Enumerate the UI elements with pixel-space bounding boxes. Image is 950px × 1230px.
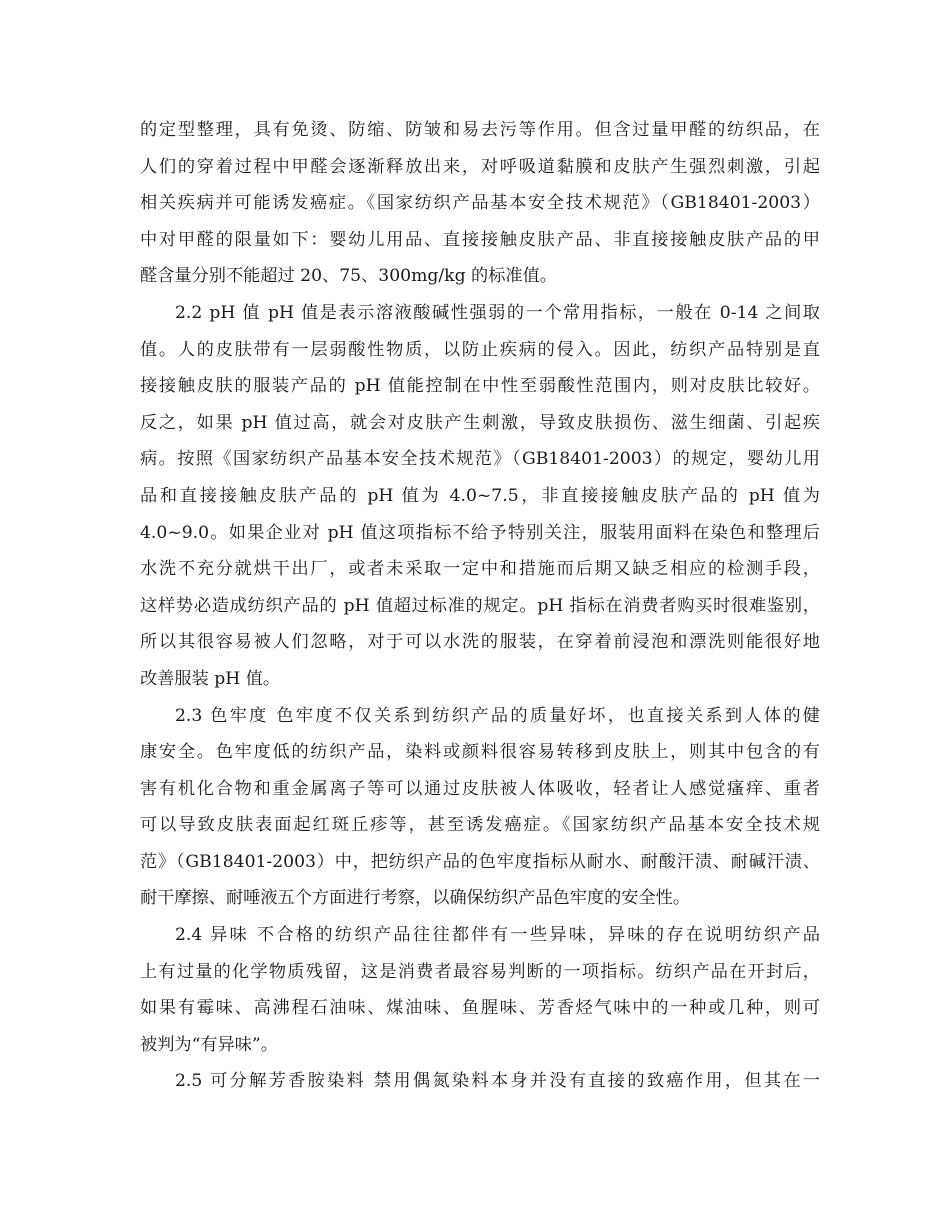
paragraph-first-line: 2.3 色牢度 色牢度不仅关系到纺织产品的质量好坏，也直接关系到人体的健 xyxy=(175,705,820,726)
text-line: 害有机化合物和重金属离子等可以通过皮肤被人体吸收，轻者让人感觉瘙痒、重者 xyxy=(140,778,820,799)
text-line: 4.0~9.0。如果企业对 pH 值这项指标不给予特别关注，服装用面料在染色和整理后 xyxy=(140,522,820,543)
paragraph-first-line: 2.2 pH 值 pH 值是表示溶液酸碱性强弱的一个常用指标，一般在 0-14 之间取 xyxy=(175,302,820,323)
text-line: 这样势必造成纺织产品的 pH 值超过标准的规定。pH 指标在消费者购买时很难鉴别， xyxy=(140,595,820,616)
text-line: 被判为“有异味”。 xyxy=(140,1034,278,1055)
text-line: 如果有霉味、高沸程石油味、煤油味、鱼腥味、芳香烃气味中的一种或几种，则可 xyxy=(140,998,820,1019)
text-line: 反之，如果 pH 值过高，就会对皮肤产生刺激，导致皮肤损伤、滋生细菌、引起疾 xyxy=(140,412,820,433)
text-line: 上有过量的化学物质残留，这是消费者最容易判断的一项指标。纺织产品在开封后， xyxy=(140,961,820,982)
text-line: 值。人的皮肤带有一层弱酸性物质，以防止疾病的侵入。因此，纺织产品特别是直 xyxy=(140,339,820,360)
text-line: 接接触皮肤的服装产品的 pH 值能控制在中性至弱酸性范围内，则对皮肤比较好。 xyxy=(140,376,820,397)
text-line: 相关疾病并可能诱发癌症。《国家纺织产品基本安全技术规范》（GB18401-2003） xyxy=(140,193,820,214)
text-line: 改善服装 pH 值。 xyxy=(140,668,281,689)
text-line: 耐干摩擦、耐唾液五个方面进行考察，以确保纺织产品色牢度的安全性。 xyxy=(140,888,691,909)
text-line: 品和直接接触皮肤产品的 pH 值为 4.0~7.5，非直接接触皮肤产品的 pH 值为 xyxy=(140,485,820,506)
text-line: 所以其很容易被人们忽略，对于可以水洗的服装，在穿着前浸泡和漂洗则能很好地 xyxy=(140,632,820,653)
paragraph-first-line: 2.4 异味 不合格的纺织产品往往都伴有一些异味，异味的存在说明纺织产品 xyxy=(175,925,820,946)
text-line: 人们的穿着过程中甲醛会逐渐释放出来，对呼吸道黏膜和皮肤产生强烈刺激，引起 xyxy=(140,156,820,177)
paragraph-first-line: 2.5 可分解芳香胺染料 禁用偶氮染料本身并没有直接的致癌作用，但其在一 xyxy=(175,1071,820,1092)
text-line: 水洗不充分就烘干出厂，或者未采取一定中和措施而后期又缺乏相应的检测手段， xyxy=(140,559,820,580)
text-line: 范》（GB18401-2003）中，把纺织产品的色牢度指标从耐水、耐酸汗渍、耐碱汗渍、 xyxy=(140,851,820,872)
text-line: 病。按照《国家纺织产品基本安全技术规范》（GB18401-2003）的规定，婴幼儿用 xyxy=(140,449,820,470)
text-line: 可以导致皮肤表面起红斑丘疹等，甚至诱发癌症。《国家纺织产品基本安全技术规 xyxy=(140,815,820,836)
text-line: 中对甲醛的限量如下：婴幼儿用品、直接接触皮肤产品、非直接接触皮肤产品的甲 xyxy=(140,229,820,250)
text-line: 的定型整理，具有免烫、防缩、防皱和易去污等作用。但含过量甲醛的纺织品，在 xyxy=(140,120,820,140)
body-text xyxy=(140,112,820,1100)
text-line: 醛含量分别不能超过 20、75、300mg/kg 的标准值。 xyxy=(140,266,557,287)
text-line: 康安全。色牢度低的纺织产品，染料或颜料很容易转移到皮肤上，则其中包含的有 xyxy=(140,742,820,763)
